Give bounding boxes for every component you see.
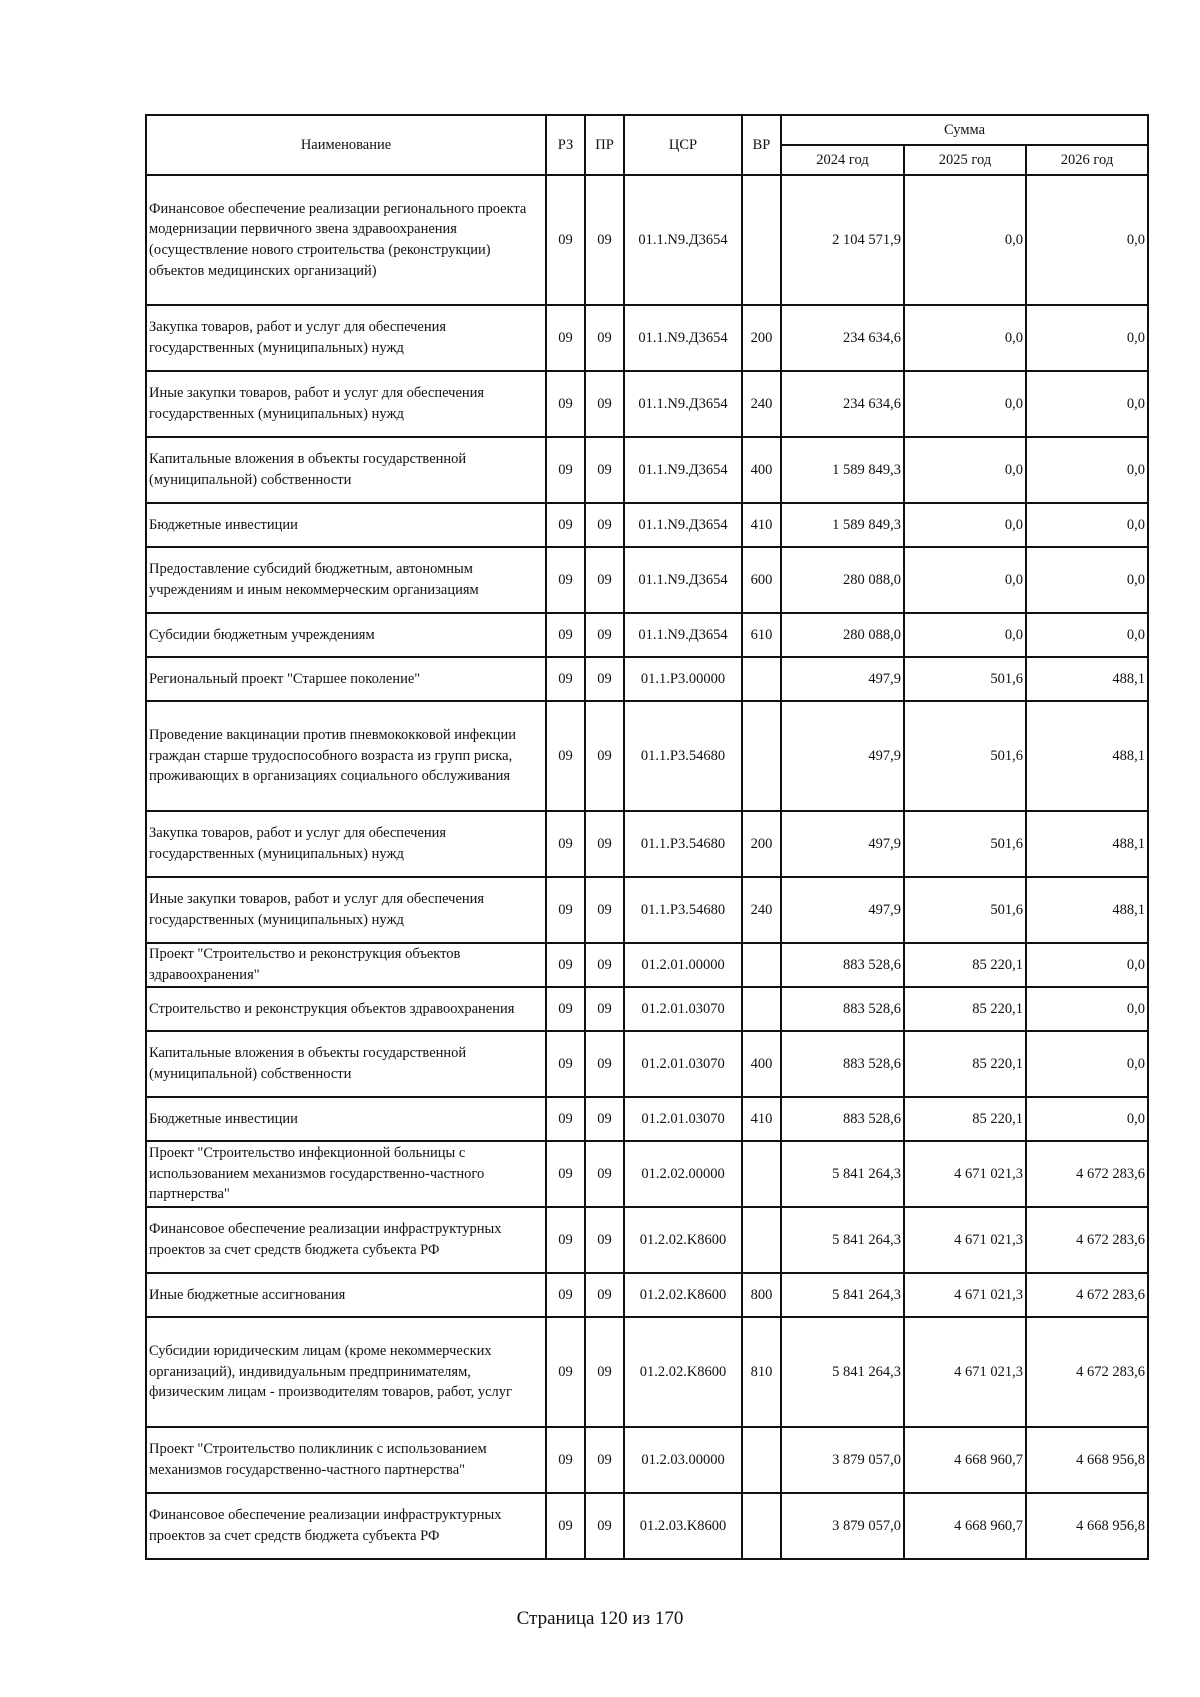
- cell-name: Закупка товаров, работ и услуг для обеспечения государственных (муниципальных) нужд: [146, 305, 546, 371]
- cell-pr: 09: [585, 1493, 624, 1559]
- cell-y2026: 0,0: [1026, 175, 1148, 305]
- cell-csr: 01.1.P3.54680: [624, 877, 742, 943]
- cell-vr: [742, 943, 781, 987]
- cell-name: Бюджетные инвестиции: [146, 503, 546, 547]
- cell-pr: 09: [585, 1031, 624, 1097]
- cell-csr: 01.2.01.03070: [624, 1031, 742, 1097]
- cell-y2026: 0,0: [1026, 1031, 1148, 1097]
- header-vr: ВР: [742, 115, 781, 175]
- cell-y2025: 85 220,1: [904, 1097, 1026, 1141]
- cell-y2025: 4 671 021,3: [904, 1317, 1026, 1427]
- cell-y2026: 4 672 283,6: [1026, 1273, 1148, 1317]
- cell-rz: 09: [546, 1273, 585, 1317]
- cell-y2026: 488,1: [1026, 657, 1148, 701]
- cell-y2025: 0,0: [904, 175, 1026, 305]
- cell-csr: 01.1.N9.Д3654: [624, 613, 742, 657]
- cell-vr: 400: [742, 1031, 781, 1097]
- cell-rz: 09: [546, 437, 585, 503]
- cell-vr: [742, 657, 781, 701]
- cell-y2026: 0,0: [1026, 547, 1148, 613]
- cell-pr: 09: [585, 1097, 624, 1141]
- cell-vr: [742, 1427, 781, 1493]
- cell-y2026: 4 672 283,6: [1026, 1317, 1148, 1427]
- cell-y2026: 0,0: [1026, 613, 1148, 657]
- cell-vr: 610: [742, 613, 781, 657]
- cell-rz: 09: [546, 613, 585, 657]
- cell-y2024: 883 528,6: [781, 987, 904, 1031]
- cell-csr: 01.2.01.03070: [624, 1097, 742, 1141]
- cell-vr: [742, 1141, 781, 1207]
- cell-y2025: 4 671 021,3: [904, 1141, 1026, 1207]
- cell-y2026: 0,0: [1026, 371, 1148, 437]
- cell-y2024: 2 104 571,9: [781, 175, 904, 305]
- cell-pr: 09: [585, 613, 624, 657]
- cell-vr: [742, 175, 781, 305]
- cell-y2024: 883 528,6: [781, 1097, 904, 1141]
- cell-name: Финансовое обеспечение реализации инфраструктурных проектов за счет средств бюджета субъекта РФ: [146, 1207, 546, 1273]
- cell-y2025: 0,0: [904, 437, 1026, 503]
- cell-vr: [742, 701, 781, 811]
- cell-y2024: 234 634,6: [781, 305, 904, 371]
- header-year-2025: 2025 год: [904, 145, 1026, 175]
- cell-name: Субсидии бюджетным учреждениям: [146, 613, 546, 657]
- cell-name: Иные закупки товаров, работ и услуг для обеспечения государственных (муниципальных) нужд: [146, 371, 546, 437]
- cell-rz: 09: [546, 305, 585, 371]
- table-row: [146, 943, 1148, 987]
- cell-vr: 600: [742, 547, 781, 613]
- cell-rz: 09: [546, 701, 585, 811]
- cell-rz: 09: [546, 371, 585, 437]
- cell-vr: 200: [742, 305, 781, 371]
- cell-name: Проект "Строительство инфекционной больницы с использованием механизмов государственно-частного партнерства": [146, 1141, 546, 1207]
- cell-y2025: 501,6: [904, 877, 1026, 943]
- cell-csr: 01.2.02.K8600: [624, 1207, 742, 1273]
- table-row: [146, 1097, 1148, 1141]
- cell-y2024: 497,9: [781, 811, 904, 877]
- cell-y2026: 0,0: [1026, 1097, 1148, 1141]
- table-row: [146, 701, 1148, 811]
- cell-name: Капитальные вложения в объекты государственной (муниципальной) собственности: [146, 1031, 546, 1097]
- cell-rz: 09: [546, 877, 585, 943]
- cell-csr: 01.1.N9.Д3654: [624, 437, 742, 503]
- cell-pr: 09: [585, 1427, 624, 1493]
- cell-pr: 09: [585, 1273, 624, 1317]
- table-body: [146, 175, 1148, 1559]
- cell-y2026: 4 672 283,6: [1026, 1207, 1148, 1273]
- cell-csr: 01.2.01.03070: [624, 987, 742, 1031]
- cell-y2025: 0,0: [904, 613, 1026, 657]
- cell-y2025: 4 671 021,3: [904, 1207, 1026, 1273]
- cell-rz: 09: [546, 503, 585, 547]
- cell-name: Предоставление субсидий бюджетным, автономным учреждениям и иным некоммерческим организациям: [146, 547, 546, 613]
- table-row: [146, 175, 1148, 305]
- table-row: [146, 1427, 1148, 1493]
- cell-y2025: 85 220,1: [904, 987, 1026, 1031]
- header-sum: Сумма: [781, 115, 1148, 145]
- cell-csr: 01.2.01.00000: [624, 943, 742, 987]
- cell-pr: 09: [585, 305, 624, 371]
- cell-pr: 09: [585, 547, 624, 613]
- header-pr: ПР: [585, 115, 624, 175]
- cell-y2025: 4 668 960,7: [904, 1493, 1026, 1559]
- cell-csr: 01.2.02.00000: [624, 1141, 742, 1207]
- cell-vr: [742, 987, 781, 1031]
- cell-vr: 400: [742, 437, 781, 503]
- cell-rz: 09: [546, 1317, 585, 1427]
- cell-pr: 09: [585, 1207, 624, 1273]
- cell-rz: 09: [546, 1031, 585, 1097]
- cell-pr: 09: [585, 503, 624, 547]
- cell-y2025: 501,6: [904, 701, 1026, 811]
- table-row: [146, 437, 1148, 503]
- cell-name: Иные закупки товаров, работ и услуг для обеспечения государственных (муниципальных) нужд: [146, 877, 546, 943]
- cell-csr: 01.1.N9.Д3654: [624, 503, 742, 547]
- cell-y2025: 4 671 021,3: [904, 1273, 1026, 1317]
- cell-name: Капитальные вложения в объекты государственной (муниципальной) собственности: [146, 437, 546, 503]
- cell-vr: [742, 1493, 781, 1559]
- cell-y2024: 3 879 057,0: [781, 1427, 904, 1493]
- cell-y2025: 501,6: [904, 811, 1026, 877]
- cell-pr: 09: [585, 943, 624, 987]
- cell-csr: 01.1.P3.54680: [624, 701, 742, 811]
- budget-table: [145, 114, 1149, 1560]
- cell-name: Строительство и реконструкция объектов здравоохранения: [146, 987, 546, 1031]
- table-row: [146, 1273, 1148, 1317]
- cell-y2025: 85 220,1: [904, 943, 1026, 987]
- cell-name: Региональный проект "Старшее поколение": [146, 657, 546, 701]
- table-row: [146, 503, 1148, 547]
- cell-y2024: 497,9: [781, 701, 904, 811]
- cell-pr: 09: [585, 1317, 624, 1427]
- cell-y2026: 0,0: [1026, 943, 1148, 987]
- cell-csr: 01.2.02.K8600: [624, 1273, 742, 1317]
- cell-y2024: 234 634,6: [781, 371, 904, 437]
- cell-vr: [742, 1207, 781, 1273]
- table-row: [146, 1031, 1148, 1097]
- cell-rz: 09: [546, 1493, 585, 1559]
- cell-rz: 09: [546, 547, 585, 613]
- header-name: Наименование: [146, 115, 546, 175]
- cell-y2026: 0,0: [1026, 437, 1148, 503]
- cell-pr: 09: [585, 657, 624, 701]
- cell-y2026: 0,0: [1026, 305, 1148, 371]
- cell-vr: 410: [742, 1097, 781, 1141]
- cell-y2024: 883 528,6: [781, 1031, 904, 1097]
- page-number: Страница 120 из 170: [516, 1608, 684, 1629]
- cell-name: Проведение вакцинации против пневмококковой инфекции граждан старше трудоспособного возраста из групп риска, проживающих в организациях социального обслуживания: [146, 701, 546, 811]
- cell-vr: 240: [742, 877, 781, 943]
- cell-y2026: 4 672 283,6: [1026, 1141, 1148, 1207]
- cell-vr: 410: [742, 503, 781, 547]
- table-row: [146, 1317, 1148, 1427]
- cell-pr: 09: [585, 987, 624, 1031]
- table-row: [146, 613, 1148, 657]
- table-row: [146, 657, 1148, 701]
- cell-y2026: 488,1: [1026, 811, 1148, 877]
- cell-y2026: 0,0: [1026, 503, 1148, 547]
- table-row: [146, 1207, 1148, 1273]
- cell-y2025: 85 220,1: [904, 1031, 1026, 1097]
- cell-y2024: 3 879 057,0: [781, 1493, 904, 1559]
- cell-rz: 09: [546, 175, 585, 305]
- cell-y2024: 1 589 849,3: [781, 503, 904, 547]
- cell-name: Субсидии юридическим лицам (кроме некоммерческих организаций), индивидуальным предпринимателям, физическим лицам - производителям товаров, работ, услуг: [146, 1317, 546, 1427]
- cell-y2024: 1 589 849,3: [781, 437, 904, 503]
- cell-name: Финансовое обеспечение реализации инфраструктурных проектов за счет средств бюджета субъекта РФ: [146, 1493, 546, 1559]
- cell-y2025: 4 668 960,7: [904, 1427, 1026, 1493]
- cell-csr: 01.2.03.00000: [624, 1427, 742, 1493]
- table-row: [146, 987, 1148, 1031]
- cell-pr: 09: [585, 437, 624, 503]
- cell-rz: 09: [546, 811, 585, 877]
- cell-csr: 01.1.N9.Д3654: [624, 547, 742, 613]
- cell-name: Закупка товаров, работ и услуг для обеспечения государственных (муниципальных) нужд: [146, 811, 546, 877]
- cell-y2024: 883 528,6: [781, 943, 904, 987]
- cell-csr: 01.1.P3.54680: [624, 811, 742, 877]
- cell-y2024: 5 841 264,3: [781, 1273, 904, 1317]
- cell-y2024: 5 841 264,3: [781, 1317, 904, 1427]
- cell-vr: 800: [742, 1273, 781, 1317]
- table-row: [146, 877, 1148, 943]
- cell-csr: 01.1.N9.Д3654: [624, 175, 742, 305]
- cell-name: Финансовое обеспечение реализации регионального проекта модернизации первичного звена здравоохранения (осуществление нового строительства (реконструкции) объектов медицинских организаций): [146, 175, 546, 305]
- header-year-2024: 2024 год: [781, 145, 904, 175]
- header-rz: РЗ: [546, 115, 585, 175]
- cell-y2025: 0,0: [904, 547, 1026, 613]
- cell-vr: 810: [742, 1317, 781, 1427]
- cell-y2026: 4 668 956,8: [1026, 1427, 1148, 1493]
- table-header: [146, 115, 1148, 175]
- cell-vr: 200: [742, 811, 781, 877]
- cell-y2024: 5 841 264,3: [781, 1207, 904, 1273]
- cell-pr: 09: [585, 1141, 624, 1207]
- cell-csr: 01.1.P3.00000: [624, 657, 742, 701]
- cell-pr: 09: [585, 175, 624, 305]
- cell-rz: 09: [546, 1097, 585, 1141]
- cell-name: Иные бюджетные ассигнования: [146, 1273, 546, 1317]
- cell-csr: 01.2.03.K8600: [624, 1493, 742, 1559]
- cell-name: Проект "Строительство поликлиник с использованием механизмов государственно-частного партнерства": [146, 1427, 546, 1493]
- cell-pr: 09: [585, 371, 624, 437]
- table-row: [146, 371, 1148, 437]
- cell-y2025: 501,6: [904, 657, 1026, 701]
- table-row: [146, 1493, 1148, 1559]
- cell-rz: 09: [546, 1207, 585, 1273]
- cell-rz: 09: [546, 1427, 585, 1493]
- cell-y2024: 497,9: [781, 657, 904, 701]
- cell-csr: 01.1.N9.Д3654: [624, 305, 742, 371]
- cell-vr: 240: [742, 371, 781, 437]
- cell-y2024: 497,9: [781, 877, 904, 943]
- cell-rz: 09: [546, 943, 585, 987]
- header-csr: ЦСР: [624, 115, 742, 175]
- cell-y2024: 280 088,0: [781, 547, 904, 613]
- cell-csr: 01.2.02.K8600: [624, 1317, 742, 1427]
- header-year-2026: 2026 год: [1026, 145, 1148, 175]
- table-row: [146, 305, 1148, 371]
- cell-y2024: 280 088,0: [781, 613, 904, 657]
- cell-y2026: 4 668 956,8: [1026, 1493, 1148, 1559]
- table-row: [146, 811, 1148, 877]
- cell-y2024: 5 841 264,3: [781, 1141, 904, 1207]
- cell-y2025: 0,0: [904, 371, 1026, 437]
- cell-y2025: 0,0: [904, 503, 1026, 547]
- cell-y2026: 488,1: [1026, 877, 1148, 943]
- cell-pr: 09: [585, 877, 624, 943]
- table-row: [146, 1141, 1148, 1207]
- cell-pr: 09: [585, 811, 624, 877]
- cell-rz: 09: [546, 987, 585, 1031]
- cell-y2026: 0,0: [1026, 987, 1148, 1031]
- cell-rz: 09: [546, 657, 585, 701]
- cell-pr: 09: [585, 701, 624, 811]
- cell-y2025: 0,0: [904, 305, 1026, 371]
- cell-csr: 01.1.N9.Д3654: [624, 371, 742, 437]
- table-row: [146, 547, 1148, 613]
- cell-name: Бюджетные инвестиции: [146, 1097, 546, 1141]
- cell-rz: 09: [546, 1141, 585, 1207]
- cell-name: Проект "Строительство и реконструкция объектов здравоохранения": [146, 943, 546, 987]
- cell-y2026: 488,1: [1026, 701, 1148, 811]
